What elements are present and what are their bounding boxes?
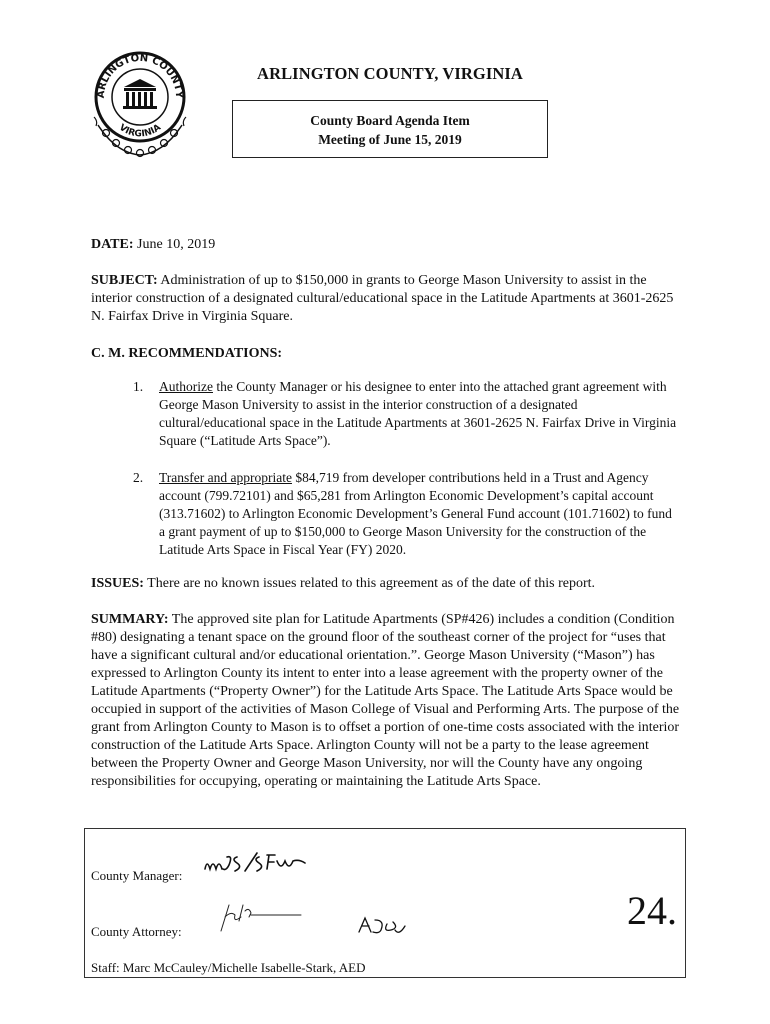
recommendation-number: 2. <box>133 470 144 485</box>
recommendation-text: $84,719 from developer contributions held in a Trust and Agency account (799.72101) and $65,281 from Arlington Economic Development’s capital account (313.71602) to Arlington Economic Development’s General Fund account (101.71602) to fund a grant payment of up to $150,000 to George Mason University for the construction of the Latitude Arts Space in Fiscal Year (FY) 2020. <box>159 470 672 557</box>
signature-block <box>84 828 686 978</box>
recommendation-item <box>133 469 678 559</box>
recommendation-item <box>133 378 678 450</box>
issues-paragraph <box>91 575 681 593</box>
issues-label: ISSUES: <box>91 576 144 591</box>
recommendation-verb: Authorize <box>159 379 213 394</box>
recommendations-heading: C. M. RECOMMENDATIONS: <box>91 346 283 361</box>
subject-paragraph <box>91 272 681 326</box>
staff-line: Staff: Marc McCauley/Michelle Isabelle-Stark, AED <box>91 960 366 975</box>
subject-label: SUBJECT: <box>91 273 158 288</box>
date-line <box>91 236 681 254</box>
agenda-item-box <box>232 100 548 158</box>
subject-text: Administration of up to $150,000 in grants to George Mason University to assist in the interior construction of a designated cultural/educational space in the Latitude Apartments at 3601-2625 N. Fairfax Drive in Virginia Square. <box>91 273 674 324</box>
county-attorney-label: County Attorney: <box>91 924 182 939</box>
recommendation-number: 1. <box>133 379 144 394</box>
county-manager-label: County Manager: <box>91 868 183 883</box>
meeting-date: Meeting of June 15, 2019 <box>318 132 462 147</box>
county-attorney-initials <box>355 914 407 936</box>
county-title: ARLINGTON COUNTY, VIRGINIA <box>257 64 523 83</box>
recommendation-text: the County Manager or his designee to enter into the attached grant agreement with George Mason University to assist in the interior construction of a designated cultural/educational space in the Latitude Apartments at 3601-2625 N. Fairfax Drive in Virginia Square (“Latitude Arts Space”). <box>159 379 677 448</box>
county-manager-initials-signature <box>201 849 313 877</box>
svg-text:VIRGINIA: VIRGINIA <box>117 122 163 140</box>
agenda-item-number: 24. <box>627 888 677 933</box>
county-seal-logo <box>86 45 194 163</box>
agenda-item-label: County Board Agenda Item <box>310 113 470 128</box>
recommendation-verb: Transfer and appropriate <box>159 470 292 485</box>
date-label: DATE: <box>91 237 134 252</box>
date-value: June 10, 2019 <box>137 237 216 252</box>
summary-paragraph <box>91 611 681 791</box>
svg-text:ARLINGTON COUNTY: ARLINGTON COUNTY <box>95 52 185 99</box>
summary-text: The approved site plan for Latitude Apartments (SP#426) includes a condition (Condition #80) designating a tenant space on the ground floor of the southeast corner of the project for “uses that have a significant cultural and/or educational orientation.”. George Mason University (“Mason”) has expressed to Arlington County its intent to enter into a lease agreement with the property owner of the Latitude Apartments (“Property Owner”) for the Latitude Arts Space. The Latitude Arts Space would be occupied in support of the activities of Mason College of Visual and Performing Arts. The purpose of the grant from Arlington County to Mason is to offset a portion of one-time costs associated with the interior construction of the Latitude Arts Space. Arlington County will not be a party to the lease agreement between the Property Owner and George Mason University, nor will the County have any ongoing responsibilities for occupying, operating or maintaining the Latitude Arts Space. <box>91 612 680 789</box>
issues-text: There are no known issues related to this agreement as of the date of this report. <box>147 576 596 591</box>
county-attorney-signature <box>215 901 305 933</box>
summary-label: SUMMARY: <box>91 612 169 627</box>
